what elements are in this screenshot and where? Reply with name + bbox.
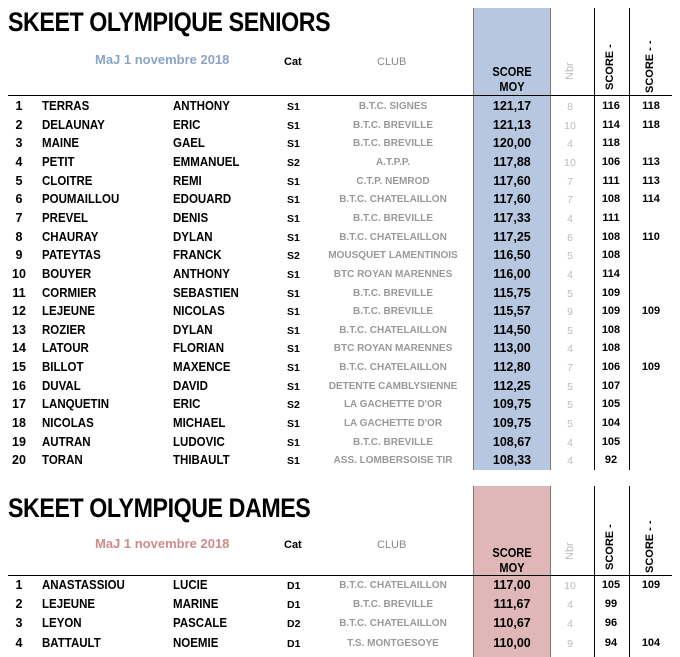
first-name-cell: FRANCK — [173, 248, 222, 263]
club-cell: ASS. LOMBERSOISE TIR — [333, 455, 453, 467]
score-a-cell: 116 — [602, 100, 620, 112]
last-name-cell: DELAUNAY — [42, 117, 105, 132]
category-cell: S1 — [287, 455, 300, 468]
last-name-cell: LANQUETIN — [42, 397, 110, 412]
score-moy-cell: 120,00 — [492, 136, 532, 151]
club-cell: B.T.C. BREVILLE — [352, 138, 433, 150]
table-row — [0, 172, 680, 191]
table-row — [0, 302, 680, 321]
nbr-cell: 10 — [564, 119, 576, 132]
score-a-cell: 96 — [604, 617, 618, 630]
rank-cell: 2 — [15, 117, 23, 132]
table-row — [0, 614, 680, 633]
nbr-cell: 7 — [567, 362, 573, 375]
first-name-cell: PASCALE — [173, 616, 228, 631]
score-a-cell: 109 — [601, 286, 621, 299]
rank-cell: 18 — [12, 416, 26, 431]
last-name-cell: POUMAILLOU — [42, 192, 120, 207]
score-a-cell: 114 — [602, 118, 620, 131]
score-b-header: SCORE - - — [644, 40, 656, 93]
score-moy-cell: 109,75 — [492, 397, 532, 412]
table-row — [0, 395, 680, 414]
updated-date: MaJ 1 novembre 2018 — [95, 52, 230, 67]
club-header: CLUB — [377, 539, 407, 551]
nbr-cell: 5 — [567, 250, 573, 263]
first-name-cell: DYLAN — [173, 322, 213, 337]
club-cell: B.T.C. BREVILLE — [352, 306, 433, 318]
last-name-cell: LATOUR — [42, 341, 89, 356]
last-name-cell: AUTRAN — [42, 434, 91, 449]
score-b-cell: 113 — [642, 155, 660, 168]
nbr-cell: 5 — [567, 418, 573, 431]
table-row — [0, 576, 680, 595]
table-row — [0, 190, 680, 209]
club-cell: B.T.C. BREVILLE — [352, 436, 433, 448]
rank-cell: 4 — [15, 635, 23, 650]
score-b-cell: 109 — [641, 579, 661, 591]
club-cell: B.T.C. BREVILLE — [352, 287, 433, 299]
rank-cell: 10 — [12, 266, 26, 281]
score-a-cell: 108 — [601, 230, 621, 243]
category-cell: S1 — [287, 212, 300, 225]
nbr-cell: 4 — [567, 212, 573, 225]
nbr-cell: 7 — [567, 194, 573, 207]
score-a-header: SCORE - — [604, 524, 616, 570]
nbr-cell: 4 — [567, 599, 573, 612]
category-cell: D1 — [287, 580, 301, 592]
score-moy-cell: 116,50 — [493, 248, 531, 263]
club-header: CLUB — [377, 56, 407, 68]
nbr-cell: 9 — [567, 637, 573, 650]
score-a-cell: 108 — [601, 193, 621, 206]
first-name-cell: MARINE — [173, 597, 219, 612]
nbr-cell: 5 — [567, 324, 573, 337]
nbr-cell: 10 — [564, 580, 576, 592]
table-row — [0, 321, 680, 340]
section-title: SKEET OLYMPIQUE SENIORS — [8, 7, 331, 37]
score-moy-header: SCORE MOY — [492, 545, 532, 575]
table-row — [0, 377, 680, 396]
score-a-cell: 105 — [601, 398, 621, 411]
club-cell: B.T.C. SIGNES — [358, 101, 428, 112]
table-row — [0, 97, 680, 116]
score-a-cell: 107 — [601, 379, 621, 392]
rank-cell: 13 — [12, 322, 26, 337]
cat-header: Cat — [284, 539, 302, 551]
rank-cell: 16 — [12, 378, 26, 393]
score-a-cell: 99 — [604, 598, 618, 611]
rank-cell: 20 — [12, 453, 26, 468]
first-name-cell: GAEL — [173, 136, 205, 151]
table-row — [0, 116, 680, 135]
club-cell: T.S. MONTGESOYE — [347, 637, 439, 649]
score-a-header: SCORE - — [604, 44, 616, 90]
first-name-cell: REMI — [173, 173, 202, 188]
first-name-cell: NICOLAS — [173, 304, 225, 319]
category-cell: S1 — [287, 119, 300, 132]
score-moy-cell: 112,80 — [493, 360, 531, 375]
first-name-cell: FLORIAN — [173, 341, 225, 356]
rank-cell: 19 — [12, 434, 26, 449]
rank-cell: 3 — [15, 616, 23, 631]
score-moy-header: SCORE MOY — [492, 64, 532, 94]
last-name-cell: LEJEUNE — [42, 304, 96, 319]
table-row — [0, 265, 680, 284]
table-row — [0, 414, 680, 433]
club-cell: B.T.C. CHATELAILLON — [339, 580, 447, 591]
first-name-cell: NOEMIE — [173, 635, 219, 650]
club-cell: LA GACHETTE D'OR — [343, 418, 443, 430]
nbr-cell: 7 — [567, 175, 573, 188]
first-name-cell: ANTHONY — [173, 266, 230, 281]
score-moy-cell: 109,75 — [492, 416, 532, 431]
dames-section — [0, 486, 680, 657]
table-row — [0, 228, 680, 247]
score-b-header: SCORE - - — [644, 520, 656, 573]
table-row — [0, 634, 680, 653]
nbr-cell: 5 — [567, 380, 573, 393]
rank-cell: 14 — [12, 341, 26, 356]
score-moy-cell: 110,00 — [493, 635, 531, 650]
rank-cell: 5 — [15, 173, 23, 188]
category-cell: S2 — [287, 399, 300, 412]
last-name-cell: PATEYTAS — [42, 248, 101, 263]
score-moy-cell: 117,25 — [493, 229, 531, 244]
last-name-cell: ROZIER — [42, 322, 86, 337]
first-name-cell: EMMANUEL — [173, 154, 240, 169]
score-moy-cell: 116,00 — [493, 266, 531, 281]
first-name-cell: LUDOVIC — [173, 434, 225, 449]
last-name-cell: TERRAS — [42, 99, 90, 113]
score-moy-cell: 112,25 — [493, 378, 531, 393]
score-a-cell: 105 — [601, 435, 621, 448]
first-name-cell: ERIC — [173, 117, 201, 132]
last-name-cell: PREVEL — [42, 210, 89, 225]
first-name-cell: ANTHONY — [173, 99, 230, 113]
last-name-cell: DUVAL — [42, 378, 81, 393]
first-name-cell: ERIC — [173, 397, 201, 412]
nbr-cell: 4 — [567, 618, 573, 631]
category-cell: S1 — [287, 231, 300, 244]
rank-cell: 7 — [15, 210, 23, 225]
score-a-cell: 108 — [601, 323, 621, 336]
score-a-cell: 108 — [601, 342, 621, 355]
last-name-cell: ANASTASSIOU — [42, 578, 125, 592]
first-name-cell: THIBAULT — [173, 453, 230, 468]
club-cell: B.T.C. BREVILLE — [352, 599, 433, 611]
table-row — [0, 433, 680, 452]
score-a-cell: 118 — [602, 137, 620, 150]
nbr-cell: 4 — [567, 455, 573, 468]
category-cell: S1 — [287, 418, 300, 431]
category-cell: D1 — [287, 637, 301, 650]
score-b-cell: 104 — [641, 636, 661, 649]
club-cell: B.T.C. CHATELAILLON — [339, 324, 447, 336]
score-b-cell: 109 — [641, 361, 661, 374]
first-name-cell: MAXENCE — [173, 360, 231, 375]
nbr-cell: 6 — [567, 231, 573, 244]
table-row — [0, 284, 680, 303]
last-name-cell: BOUYER — [42, 266, 92, 281]
score-a-cell: 114 — [602, 267, 620, 280]
nbr-cell: 4 — [567, 268, 573, 281]
score-b-cell: 113 — [642, 174, 660, 187]
header-rule — [8, 95, 672, 96]
rank-cell: 4 — [15, 154, 23, 169]
rank-cell: 12 — [12, 304, 26, 319]
club-cell: A.T.P.P. — [375, 156, 411, 168]
club-cell: B.T.C. BREVILLE — [352, 119, 433, 131]
category-cell: S2 — [287, 156, 300, 169]
table-row — [0, 595, 680, 614]
table-row — [0, 339, 680, 358]
last-name-cell: LEYON — [42, 616, 82, 631]
last-name-cell: LEJEUNE — [42, 597, 96, 612]
category-cell: S1 — [287, 138, 300, 151]
club-cell: B.T.C. CHATELAILLON — [339, 231, 447, 243]
score-b-cell: 110 — [642, 230, 660, 243]
table-row — [0, 451, 680, 470]
first-name-cell: DAVID — [173, 378, 208, 393]
nbr-cell: 8 — [567, 101, 573, 113]
table-row — [0, 134, 680, 153]
category-cell: S1 — [287, 380, 300, 393]
score-a-cell: 111 — [602, 174, 620, 187]
club-cell: DETENTE CAMBLYSIENNE — [328, 380, 458, 392]
rank-cell: 11 — [12, 285, 26, 300]
club-cell: C.T.P. NEMROD — [356, 175, 430, 187]
nbr-header: Nbr — [564, 62, 576, 80]
score-moy-cell: 115,57 — [493, 304, 531, 319]
category-cell: S1 — [287, 324, 300, 337]
category-cell: S1 — [287, 306, 300, 319]
first-name-cell: EDOUARD — [173, 192, 232, 207]
score-moy-cell: 117,00 — [493, 578, 531, 592]
last-name-cell: BILLOT — [42, 360, 84, 375]
club-cell: B.T.C. CHATELAILLON — [339, 194, 447, 206]
last-name-cell: CLOITRE — [42, 173, 93, 188]
first-name-cell: SEBASTIEN — [173, 285, 239, 300]
nbr-cell: 10 — [564, 156, 576, 169]
first-name-cell: DENIS — [173, 210, 209, 225]
rank-cell: 15 — [12, 360, 26, 375]
score-moy-cell: 108,67 — [492, 434, 532, 449]
score-moy-cell: 117,60 — [493, 173, 531, 188]
score-moy-cell: 115,75 — [493, 285, 531, 300]
score-moy-cell: 121,13 — [492, 117, 532, 132]
category-cell: D1 — [287, 599, 301, 612]
last-name-cell: TORAN — [42, 453, 83, 468]
score-moy-cell: 113,00 — [493, 341, 531, 356]
score-moy-cell: 110,67 — [493, 616, 531, 631]
section-title: SKEET OLYMPIQUE DAMES — [8, 493, 311, 523]
table-row — [0, 358, 680, 377]
nbr-cell: 4 — [567, 436, 573, 449]
rank-cell: 3 — [15, 136, 23, 151]
last-name-cell: MAINE — [42, 136, 80, 151]
table-row — [0, 153, 680, 172]
score-a-cell: 106 — [601, 155, 621, 168]
last-name-cell: BATTAULT — [42, 635, 101, 650]
first-name-cell: DYLAN — [173, 229, 213, 244]
category-cell: S1 — [287, 362, 300, 375]
score-b-cell: 114 — [642, 193, 660, 206]
score-a-cell: 109 — [601, 305, 621, 318]
nbr-cell: 9 — [567, 306, 573, 319]
rank-cell: 1 — [15, 99, 23, 113]
updated-date: MaJ 1 novembre 2018 — [95, 536, 230, 551]
category-cell: S1 — [287, 287, 300, 300]
score-moy-cell: 117,88 — [493, 154, 531, 169]
category-cell: S1 — [287, 436, 300, 449]
last-name-cell: PETIT — [42, 154, 75, 169]
category-cell: S2 — [287, 250, 300, 263]
category-cell: S1 — [287, 194, 300, 207]
score-moy-cell: 111,67 — [493, 597, 531, 612]
club-cell: B.T.C. CHATELAILLON — [339, 618, 447, 630]
score-moy-cell: 114,50 — [493, 322, 531, 337]
club-cell: BTC ROYAN MARENNES — [333, 343, 453, 355]
score-a-cell: 105 — [601, 579, 621, 591]
table-row — [0, 209, 680, 228]
score-a-cell: 111 — [602, 211, 620, 224]
first-name-cell: MICHAEL — [173, 416, 226, 431]
last-name-cell: CORMIER — [42, 285, 97, 300]
cat-header: Cat — [284, 56, 302, 68]
table-row — [0, 246, 680, 265]
rank-cell: 2 — [15, 597, 23, 612]
nbr-cell: 5 — [567, 287, 573, 300]
last-name-cell: CHAURAY — [42, 229, 99, 244]
club-cell: B.T.C. BREVILLE — [352, 212, 433, 224]
score-a-cell: 92 — [604, 454, 618, 467]
category-cell: S1 — [287, 101, 300, 113]
score-b-cell: 109 — [641, 305, 661, 318]
club-cell: MOUSQUET LAMENTINOIS — [328, 250, 458, 262]
rank-cell: 1 — [15, 578, 23, 592]
category-cell: S1 — [287, 268, 300, 281]
score-moy-cell: 121,17 — [492, 99, 532, 113]
score-a-cell: 106 — [601, 361, 621, 374]
category-cell: S1 — [287, 343, 300, 356]
club-cell: B.T.C. CHATELAILLON — [339, 362, 447, 374]
first-name-cell: LUCIE — [173, 578, 208, 592]
category-cell: S1 — [287, 175, 300, 188]
score-a-cell: 104 — [601, 417, 621, 430]
rank-cell: 6 — [15, 192, 23, 207]
club-cell: BTC ROYAN MARENNES — [333, 268, 453, 280]
score-b-cell: 118 — [642, 100, 660, 112]
rank-cell: 17 — [12, 397, 26, 412]
score-moy-cell: 117,33 — [493, 210, 531, 225]
nbr-cell: 4 — [567, 138, 573, 151]
last-name-cell: NICOLAS — [42, 416, 94, 431]
club-cell: LA GACHETTE D'OR — [343, 399, 443, 411]
category-cell: D2 — [287, 618, 301, 631]
score-moy-cell: 117,60 — [493, 192, 531, 207]
nbr-cell: 5 — [567, 399, 573, 412]
nbr-header: Nbr — [564, 542, 576, 560]
score-a-cell: 108 — [601, 249, 621, 262]
score-a-cell: 94 — [604, 636, 618, 649]
rank-cell: 9 — [15, 248, 23, 263]
score-b-cell: 118 — [642, 118, 660, 131]
score-moy-cell: 108,33 — [492, 453, 532, 468]
rank-cell: 8 — [15, 229, 23, 244]
nbr-cell: 4 — [567, 343, 573, 356]
